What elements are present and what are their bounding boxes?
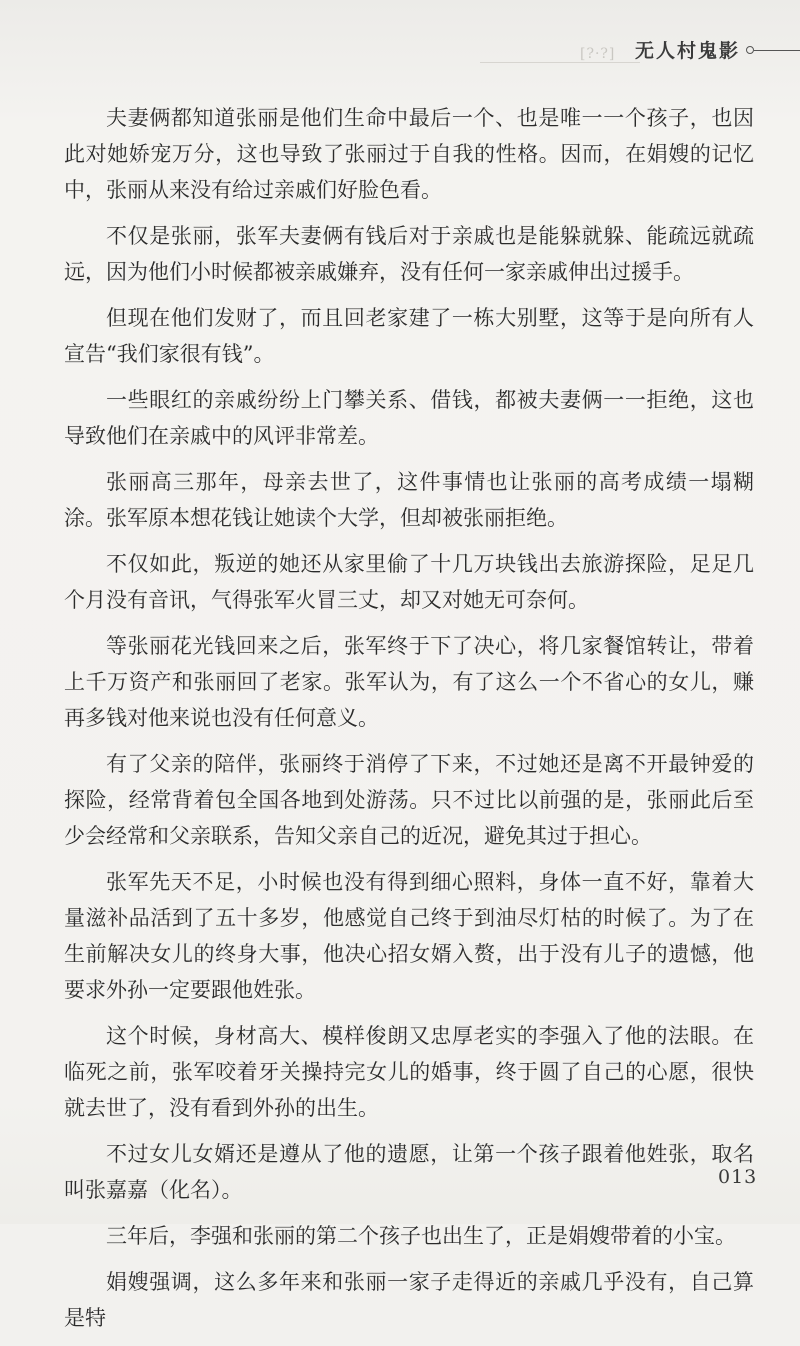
page-number: 013 [718, 1166, 758, 1188]
paragraph: 但现在他们发财了，而且回老家建了一栋大别墅，这等于是向所有人宣告“我们家很有钱”。 [64, 306, 754, 366]
paragraph: 不过女儿女婿还是遵从了他的遗愿，让第一个孩子跟着他姓张，取名叫张嘉嘉（化名）。 [64, 1142, 754, 1202]
paragraph: 一些眼红的亲戚纷纷上门攀关系、借钱，都被夫妻俩一一拒绝，这也导致他们在亲戚中的风评非常差。 [64, 388, 754, 448]
header-title: 无人村鬼影 [634, 40, 740, 62]
paragraph: 三年后，李强和张丽的第二个孩子也出生了，正是娟嫂带着的小宝。 [106, 1224, 736, 1248]
paragraph: 等张丽花光钱回来之后，张军终于下了决心，将几家餐馆转让，带着上千万资产和张丽回了老家。张军认为，有了这么一个不省心的女儿，赚再多钱对他来说也没有任何意义。 [64, 634, 754, 730]
paragraph: 不仅是张丽，张军夫妻俩有钱后对于亲戚也是能躲就躲、能疏远就疏远，因为他们小时候都被亲戚嫌弃，没有任何一家亲戚伸出过援手。 [64, 224, 754, 284]
paragraph: 娟嫂强调，这么多年来和张丽一家子走得近的亲戚几乎没有，自己算是特 [64, 1270, 754, 1330]
header-rule [754, 50, 800, 51]
running-header [0, 38, 800, 78]
paragraph: 张丽高三那年，母亲去世了，这件事情也让张丽的高考成绩一塌糊涂。张军原本想花钱让她读个大学，但却被张丽拒绝。 [64, 470, 754, 530]
paragraph: 夫妻俩都知道张丽是他们生命中最后一个、也是唯一一个孩子，也因此对她娇宠万分，这也导致了张丽过于自我的性格。因而，在娟嫂的记忆中，张丽从来没有给过亲戚们好脸色看。 [64, 106, 754, 202]
paragraph: 这个时候，身材高大、模样俊朗又忠厚老实的李强入了他的法眼。在临死之前，张军咬着牙关操持完女儿的婚事，终于圆了自己的心愿，很快就去世了，没有看到外孙的出生。 [64, 1024, 754, 1120]
paragraph: 张军先天不足，小时候也没有得到细心照料，身体一直不好，靠着大量滋补品活到了五十多岁，他感觉自己终于到油尽灯枯的时候了。为了在生前解决女儿的终身大事，他决心招女婿入赘，出于没有儿子的遗憾，他要求外孙一定要跟他姓张。 [64, 870, 754, 1002]
header-faint-rule [480, 62, 640, 63]
header-bleed-through-text: [?·?] [580, 46, 616, 62]
paragraph: 不仅如此，叛逆的她还从家里偷了十几万块钱出去旅游探险，足足几个月没有音讯，气得张军火冒三丈，却又对她无可奈何。 [64, 552, 754, 612]
header-ornament-circle-icon [746, 46, 754, 54]
body-text [64, 100, 754, 1346]
paragraph: 有了父亲的陪伴，张丽终于消停了下来，不过她还是离不开最钟爱的探险，经常背着包全国各地到处游荡。只不过比以前强的是，张丽此后至少会经常和父亲联系，告知父亲自己的近况，避免其过于担心。 [64, 752, 754, 848]
